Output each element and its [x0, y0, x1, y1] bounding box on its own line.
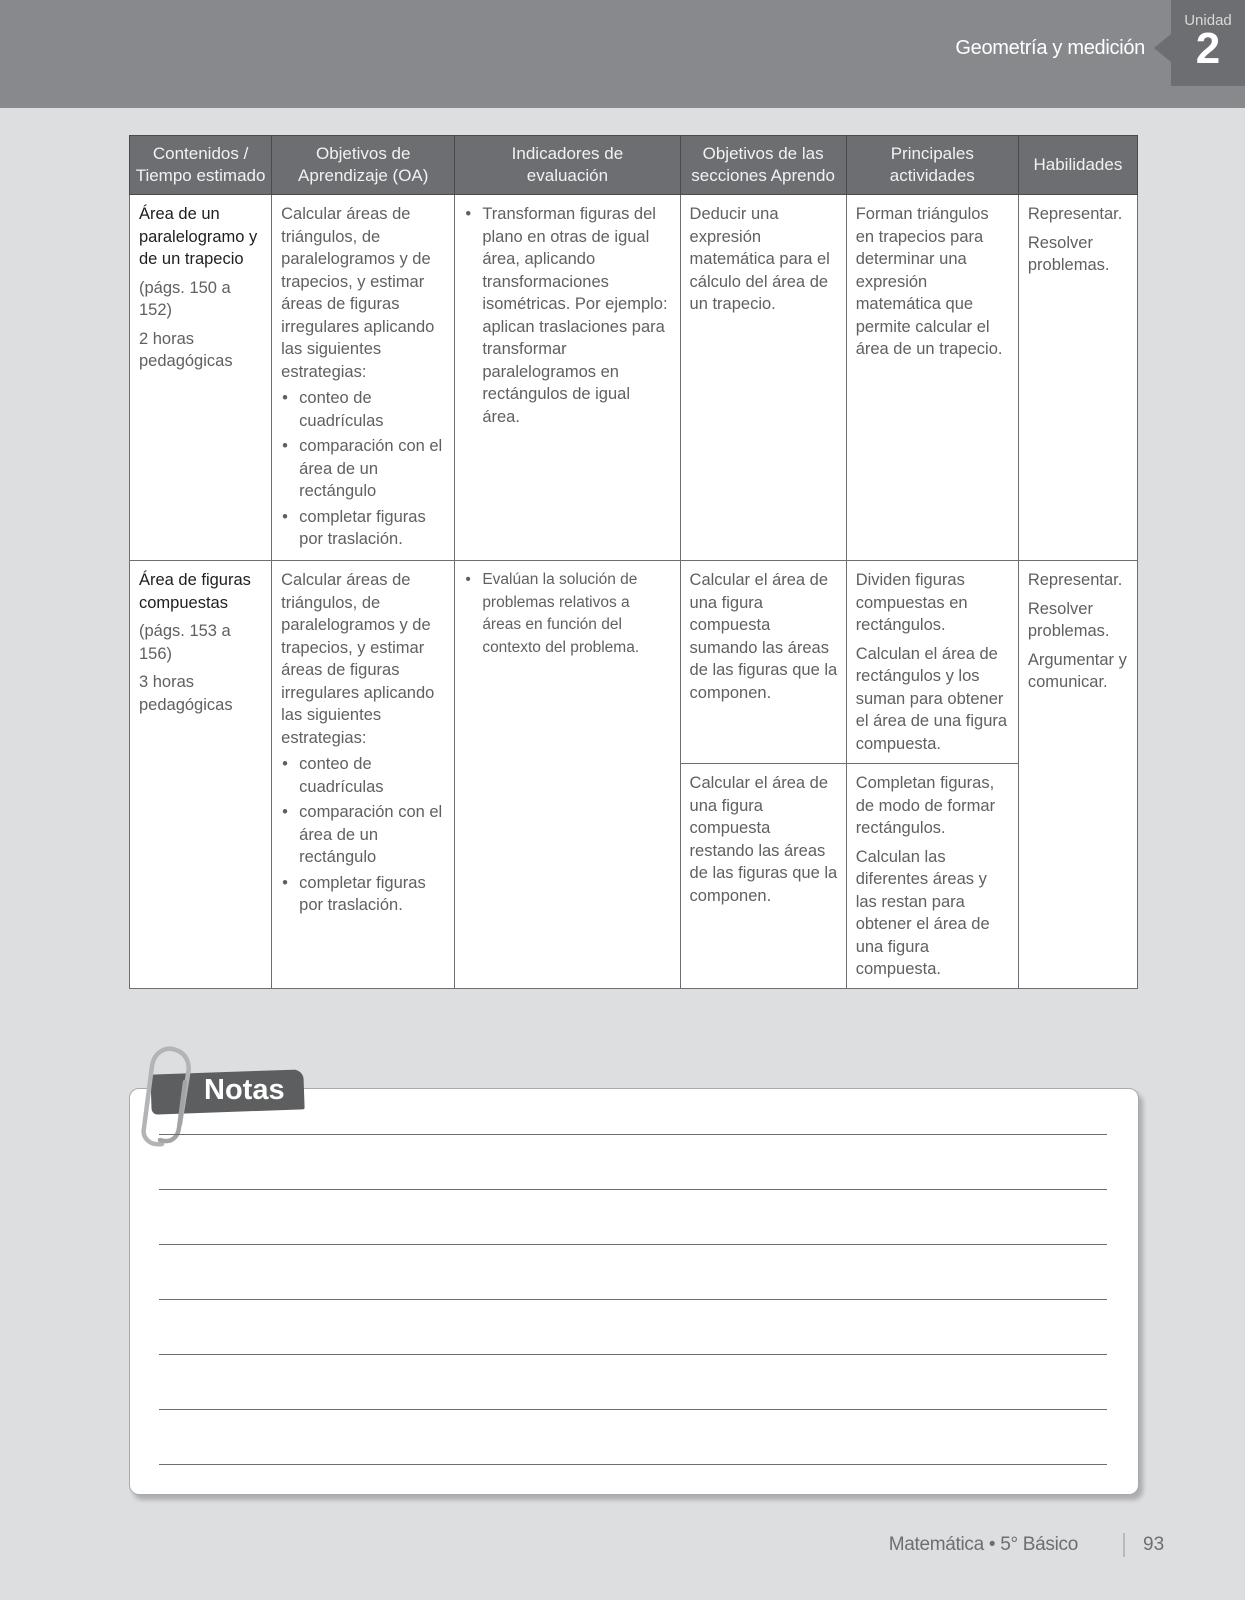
activity-item: Calculan las diferentes áreas y las restan para obtener el área de una figura compuesta.	[855, 847, 990, 978]
list-item: • completar figuras por traslación.	[281, 872, 446, 917]
aprendo-text: Calcular el área de una figura compuesta restando las áreas de las figuras que la componen.	[689, 774, 838, 905]
skill-item: Resolver problemas.	[1027, 599, 1110, 640]
list-item: • comparación con el área de un rectángulo	[281, 435, 446, 503]
unit-label: Unidad	[1184, 12, 1232, 29]
skill-item: Resolver problemas.	[1027, 233, 1110, 274]
aprendo-cell	[680, 561, 846, 764]
oa-cell	[272, 195, 455, 561]
header-contents: Contenidos / Tiempo estimado	[130, 136, 272, 195]
oa-strategy-list	[281, 753, 446, 917]
footer-book-title: Matemática • 5° Básico	[888, 1534, 1078, 1555]
unit-badge	[1171, 0, 1245, 86]
note-line	[159, 1299, 1107, 1300]
activity-item: Calculan el área de rectángulos y los suman para obtener el área de una figura compuesta.	[855, 644, 1008, 753]
table-header-row	[130, 136, 1138, 195]
activities-cell	[846, 195, 1018, 561]
oa-text: Calcular áreas de triángulos, de paralelogramos y de trapecios, y estimar áreas de figuras irregulares aplicando las siguientes estrategias:	[281, 571, 435, 747]
table-row	[130, 561, 1138, 764]
activities-text: Forman triángulos en trapecios para determinar una expresión matemática que permite calcular el área de un trapecio.	[855, 205, 1003, 358]
indicator-cell	[455, 561, 680, 989]
activity-item: Dividen figuras compuestas en rectángulos.	[855, 571, 968, 634]
note-line	[159, 1134, 1107, 1135]
list-item: • Evalúan la solución de problemas relativos a áreas en función del contexto del problema.	[464, 569, 671, 659]
content-pages: (págs. 153 a 156)	[139, 622, 231, 663]
activities-cell	[846, 764, 1018, 989]
header-activities: Principales actividades	[846, 136, 1018, 195]
content-time: 3 horas pedagógicas	[139, 673, 233, 714]
note-line	[159, 1464, 1107, 1465]
indicator-list	[464, 203, 671, 428]
skill-item: Argumentar y comunicar.	[1027, 650, 1127, 691]
skill-item: Representar.	[1027, 205, 1123, 223]
activities-cell	[846, 561, 1018, 764]
planning-table	[129, 135, 1138, 989]
note-line	[159, 1244, 1107, 1245]
oa-cell	[272, 561, 455, 989]
list-item: • conteo de cuadrículas	[281, 753, 446, 798]
page-number: 93	[1143, 1534, 1165, 1555]
notes-box	[129, 1088, 1139, 1495]
header-aprendo-objectives: Objetivos de las secciones Aprendo	[680, 136, 846, 195]
list-item: • comparación con el área de un rectángulo	[281, 801, 446, 869]
footer-divider	[1123, 1533, 1125, 1557]
content-cell	[130, 195, 272, 561]
header-learning-objectives: Objetivos de Aprendizaje (OA)	[272, 136, 455, 195]
activity-item: Completan figuras, de modo de formar rectángulos.	[855, 774, 996, 837]
unit-number: 2	[1195, 24, 1221, 73]
list-item: • completar figuras por traslación.	[281, 506, 446, 551]
aprendo-cell	[680, 764, 846, 989]
note-line	[159, 1189, 1107, 1190]
aprendo-cell	[680, 195, 846, 561]
content-cell	[130, 561, 272, 989]
skills-cell	[1018, 195, 1137, 561]
list-item: • conteo de cuadrículas	[281, 387, 446, 432]
aprendo-text: Calcular el área de una figura compuesta sumando las áreas de las figuras que la componen.	[689, 571, 838, 702]
indicator-list	[464, 569, 671, 659]
list-item: • Transforman figuras del plano en otras de igual área, aplicando transformaciones isométricas. Por ejemplo: aplican traslaciones para transformar paralelogramos en rectángulos de igual área.	[464, 203, 671, 428]
content-pages: (págs. 150 a 152)	[139, 278, 231, 319]
note-line	[159, 1354, 1107, 1355]
content-title: Área de un paralelogramo y de un trapecio	[139, 205, 258, 268]
content-title: Área de figuras compuestas	[139, 571, 251, 612]
aprendo-text: Deducir una expresión matemática para el cálculo del área de un trapecio.	[689, 205, 830, 313]
header-skills: Habilidades	[1018, 136, 1137, 195]
oa-strategy-list	[281, 387, 446, 551]
skills-cell	[1018, 561, 1137, 989]
content-time: 2 horas pedagógicas	[139, 329, 233, 370]
skill-item: Representar.	[1027, 571, 1123, 589]
table-row	[130, 195, 1138, 561]
oa-text: Calcular áreas de triángulos, de paralelogramos y de trapecios, y estimar áreas de figuras irregulares aplicando las siguientes estrategias:	[281, 205, 435, 381]
header-indicators: Indicadores de evaluación	[455, 136, 680, 195]
note-line	[159, 1409, 1107, 1410]
unit-arrow	[1154, 34, 1171, 62]
notes-title: Notas	[204, 1074, 285, 1106]
section-title: Geometría y medición	[955, 37, 1145, 59]
indicator-cell	[455, 195, 680, 561]
